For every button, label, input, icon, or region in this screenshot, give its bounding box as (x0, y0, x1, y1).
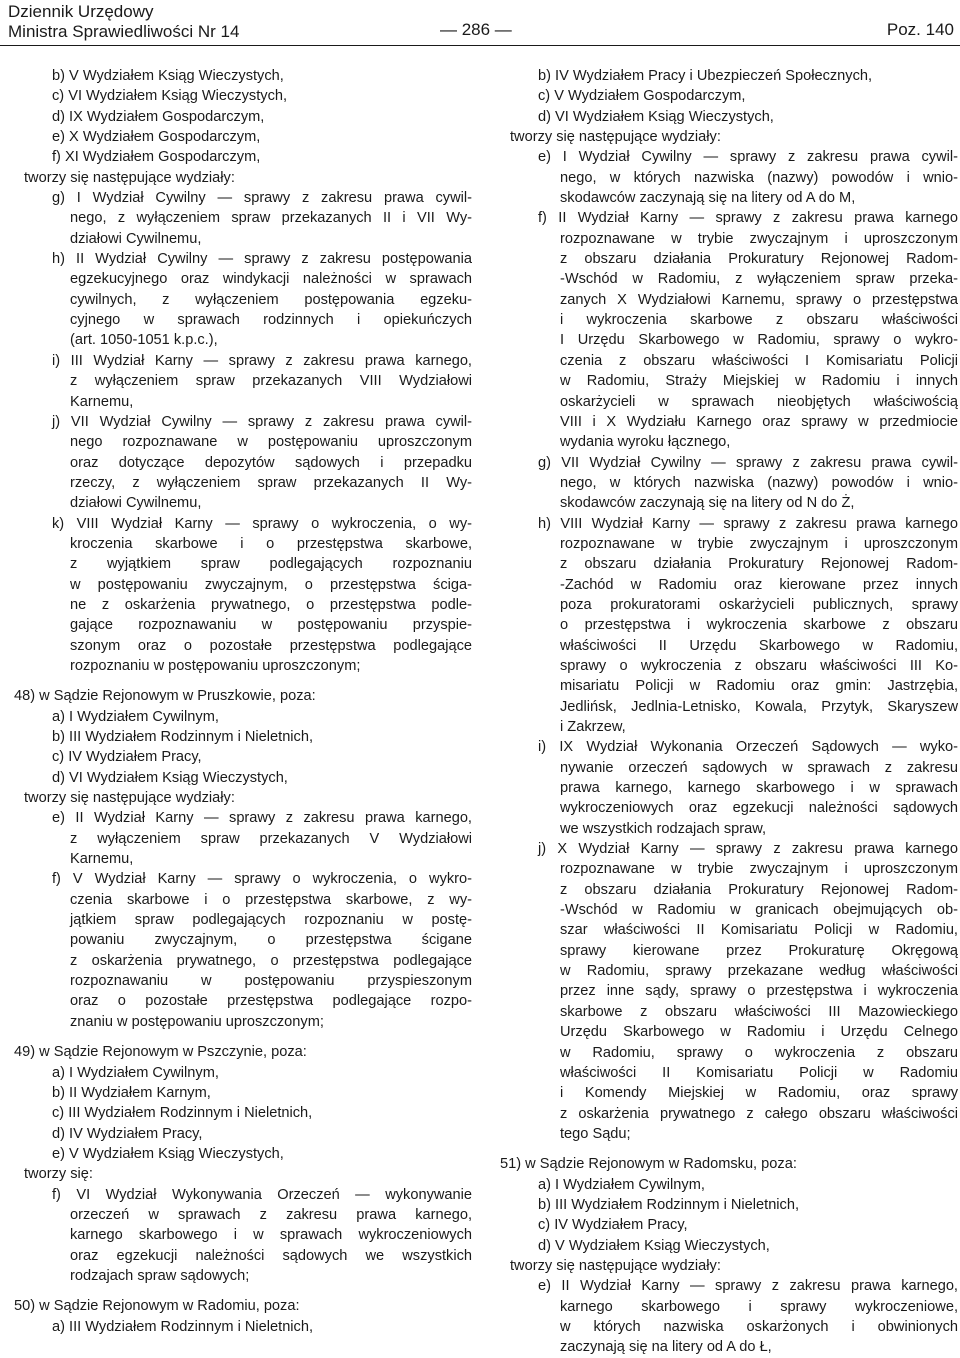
text-line: j) X Wydział Karny — sprawy z zakresu prawa karnego (538, 841, 958, 858)
text-line: czenia skarbowe i o przestępstwa skarbowe, z wy- (70, 891, 472, 908)
text-line: czenia z obszaru właściwości I Komisariatu Policji (560, 352, 958, 369)
text-line: w postępowaniu zwyczajnym, o przestępstwa ściga- (70, 576, 472, 593)
text-line: c) VI Wydziałem Ksiąg Wieczystych, (52, 88, 288, 105)
text-line: sprawy kierowane przez Prokuraturę Okręgową (560, 942, 958, 959)
text-line: i Zakrzew, (560, 719, 626, 735)
page-number: — 286 — (440, 20, 512, 39)
text-line: c) IV Wydziałem Pracy, (538, 1217, 688, 1234)
text-line: b) V Wydziałem Ksiąg Wieczystych, (52, 68, 284, 84)
text-line: tworzy się następujące wydziały: (510, 129, 721, 146)
text-line: poza prokuratorami oskarżycieli publicznych, sprawy (560, 596, 958, 613)
text-line: tworzy się następujące wydziały: (24, 169, 235, 186)
text-line: zaczynają się na litery od A do Ł, (560, 1339, 772, 1356)
text-line: rozpoznawaniu w postępowaniu przyspieszonym (70, 973, 472, 990)
text-line: kroczenia skarbowe i o przestępstwa skarbowe, (70, 535, 472, 552)
header-divider (0, 45, 960, 46)
text-line: tego Sądu; (560, 1125, 631, 1142)
text-line: karnego skarbowego i sprawy wykroczeniowe, (560, 1298, 958, 1315)
text-line: oraz egzekucji należności sądowych we wszystkich (70, 1247, 472, 1264)
text-line: a) I Wydziałem Cywilnym, (52, 708, 219, 725)
text-line: a) I Wydziałem Cywilnym, (52, 1064, 219, 1081)
text-line: z wyłączeniem spraw przekazanych VIII Wydziałowi (70, 373, 472, 390)
text-line: -Wschód w Radomiu, z wyłączeniem spraw przeka- (560, 271, 958, 288)
text-line: Jedlińsk, Jedlnia-Letnisko, Kowala, Przytyk, Skaryszew (560, 698, 958, 715)
text-line: misariatu Policji w Radomiu oraz gmin: Jastrzębia, (560, 678, 958, 695)
text-line: a) III Wydziałem Rodzinnym i Nieletnich, (52, 1318, 314, 1335)
text-line: zanych X Wydziałowi Karnemu, sprawy o przestępstwa (560, 291, 958, 308)
text-line: d) IV Wydziałem Pracy, (52, 1125, 203, 1142)
position-number: Poz. 140 (886, 20, 954, 39)
text-line: orzeczeń w sprawach z zakresu prawa karnego, (70, 1206, 472, 1223)
text-line: skodawców zaczynają się na litery od N do Ż, (560, 495, 855, 512)
text-line: oraz dotyczące depozytów sądowych i przepadku (70, 454, 472, 471)
text-line: f) VI Wydział Wykonywania Orzeczeń — wykonywanie (52, 1186, 472, 1203)
text-line: b) III Wydziałem Rodzinnym i Nieletnich, (538, 1196, 800, 1213)
text-line: z wyłączeniem spraw przekazanych V Wydziałowi (70, 830, 472, 847)
text-line: Urzędu Skarbowego w Radomiu i Urzędu Celnego (560, 1024, 958, 1041)
text-line: rozpoznawane w trybie zwyczajnym i uproszczonym (560, 230, 958, 247)
text-line: f) II Wydział Karny — sprawy z zakresu prawa karnego (538, 210, 958, 227)
text-line: skarbowe z obszaru właściwości III Mazowieckiego (560, 1003, 958, 1020)
text-line: e) II Wydział Karny — sprawy z zakresu prawa karnego, (52, 810, 472, 827)
text-line: z oskarżenia prywatnego z całego obszaru właściwości (560, 1105, 958, 1122)
text-line: g) I Wydział Cywilny — sprawy z zakresu prawa cywil- (52, 190, 472, 207)
text-line: d) VI Wydziałem Ksiąg Wieczystych, (538, 108, 774, 125)
text-line: działowi Cywilnemu, (70, 230, 202, 247)
text-line: Karnemu, (70, 851, 134, 868)
text-line: z wyjątkiem spraw podlegających rozpoznaniu (70, 556, 472, 573)
text-line: f) V Wydział Karny — sprawy o wykroczenia, o wykro- (52, 871, 472, 888)
text-line: e) I Wydział Cywilny — sprawy z zakresu prawa cywil- (538, 149, 958, 166)
text-line: szonym oraz o pozostałe przestępstwa podlegające (70, 637, 472, 654)
text-line: tworzy się: (24, 1166, 93, 1183)
text-line: cywilnych, z wyłączeniem postępowania egzeku- (70, 291, 472, 308)
text-line: h) VIII Wydział Karny — sprawy z zakresu prawa karnego (538, 515, 958, 532)
text-line: nywanie orzeczeń sądowych w sprawach z zakresu (560, 759, 958, 776)
text-line: k) VIII Wydział Karny — sprawy o wykroczenia, o wy- (52, 515, 472, 532)
text-line: c) V Wydziałem Gospodarczym, (538, 88, 746, 105)
text-line: o przestępstwa i wykroczenia skarbowe z obszaru (560, 617, 958, 634)
text-line: 49) w Sądzie Rejonowym w Pszczynie, poza: (14, 1044, 307, 1061)
text-line: nego rozpoznawane w postępowaniu uproszczonym (70, 434, 472, 451)
text-line: g) VII Wydział Cywilny — sprawy z zakresu prawa cywil- (538, 454, 958, 471)
text-line: w których nazwiska oskarżonych i obwinionych (560, 1318, 958, 1335)
text-line: w Radomiu, Straży Miejskiej w Radomiu i innych (560, 373, 958, 390)
text-line: e) X Wydziałem Gospodarczym, (52, 129, 261, 146)
text-line: h) II Wydział Cywilny — sprawy z zakresu postępowania (52, 251, 472, 268)
header-publication (8, 2, 239, 42)
text-line: i) IX Wydział Wykonania Orzeczeń Sądowych — wyko- (538, 739, 958, 756)
paragraph-gap (500, 1144, 958, 1154)
paragraph-gap (14, 1032, 472, 1042)
text-line: z obszaru działania Prokuratury Rejonowej Radom- (560, 556, 958, 573)
text-line: we wszystkich rodzajach spraw, (560, 820, 767, 837)
text-line: egzekucyjnego oraz windykacji należności w sprawach (70, 271, 472, 288)
text-line: e) V Wydziałem Ksiąg Wieczystych, (52, 1145, 284, 1162)
text-line: d) V Wydziałem Ksiąg Wieczystych, (538, 1237, 770, 1254)
text-line: c) IV Wydziałem Pracy, (52, 749, 202, 766)
text-line: ne z oskarżenia prywatnego, o przestępstwa podle- (70, 596, 472, 613)
text-line: -Zachód w Radomiu oraz kierowane przez innych (560, 576, 958, 593)
text-line: w Radomiu, sprawy o wykroczenia z obszaru (560, 1044, 958, 1061)
text-line: i wykroczenia skarbowe z obszaru właściwości (560, 312, 958, 329)
text-line: b) II Wydziałem Karnym, (52, 1084, 211, 1101)
text-line: w Radomiu, sprawy przekazane według właściwości (560, 963, 958, 980)
text-line: właściwości II Komisariatu Policji w Radomiu (560, 1064, 958, 1081)
text-line: d) IX Wydziałem Gospodarczym, (52, 108, 265, 125)
text-line: e) II Wydział Karny — sprawy z zakresu prawa karnego, (538, 1278, 958, 1295)
text-line: gające rozpoznawaniu w postępowaniu przyspie- (70, 617, 472, 634)
text-line: przez inne sądy, sprawy o przestępstwa i wykroczenia (560, 983, 958, 1000)
text-line: z obszaru działania Prokuratury Rejonowej Radom- (560, 251, 958, 268)
text-line: Karnemu, (70, 393, 134, 410)
left-text-column (14, 66, 472, 1337)
right-text-column (500, 66, 958, 1358)
text-line: (art. 1050-1051 k.p.c.), (70, 332, 218, 349)
text-line: właściwości II Urzędu Skarbowego w Radomiu, (560, 637, 958, 654)
text-line: tworzy się następujące wydziały: (510, 1257, 721, 1274)
text-line: wydania wyroku łącznego, (560, 434, 731, 451)
text-line: z obszaru działania Prokuratury Rejonowej Radom- (560, 881, 958, 898)
text-line: karnego skarbowego i w sprawach wykroczeniowych (70, 1227, 472, 1244)
text-line: f) XI Wydziałem Gospodarczym, (52, 149, 261, 166)
text-line: z oskarżenia prywatnego, o przestępstwa podlegające (70, 952, 472, 969)
text-line: rozpoznaniu w postępowaniu uproszczonym; (70, 657, 361, 674)
text-line: znaniu w postępowaniu uproszczonym; (70, 1013, 324, 1030)
text-line: b) III Wydziałem Rodzinnym i Nieletnich, (52, 729, 314, 745)
text-line: prawa karnego, karnego skarbowego i w sprawach (560, 780, 958, 797)
text-line: sprawy o wykroczenia z obszaru właściwości III Ko- (560, 657, 958, 674)
text-line: nego, w których nazwiska (nazwy) powodów i wnio- (560, 169, 958, 186)
text-line: i Komendy Miejskiej w Radomiu, oraz sprawy (560, 1085, 958, 1102)
paragraph-gap (14, 676, 472, 686)
text-line: rodzajach spraw sądowych; (70, 1267, 250, 1284)
text-line: skodawców zaczynają się na litery od A do M, (560, 190, 856, 207)
text-line: nego, z wyłączeniem spraw przekazanych II i VII Wy- (70, 210, 472, 227)
text-line: I Urzędu Skarbowego w Radomiu, sprawy o wykro- (560, 332, 958, 349)
text-line: tworzy się następujące wydziały: (24, 790, 235, 807)
text-line: i) III Wydział Karny — sprawy z zakresu prawa karnego, (52, 352, 472, 369)
text-line: a) I Wydziałem Cywilnym, (538, 1176, 705, 1193)
text-line: b) IV Wydziałem Pracy i Ubezpieczeń Społecznych, (538, 68, 873, 84)
paragraph-gap (14, 1286, 472, 1296)
text-line: szar właściwości II Komisariatu Policji w Radomiu, (560, 922, 958, 939)
text-line: j) VII Wydział Cywilny — sprawy z zakresu prawa cywil- (52, 413, 472, 430)
text-line: 51) w Sądzie Rejonowym w Radomsku, poza: (500, 1156, 797, 1173)
text-line: cyjnego w sprawach rodzinnych i opiekuńczych (70, 312, 472, 329)
text-line: 50) w Sądzie Rejonowym w Radomiu, poza: (14, 1298, 300, 1315)
text-line: jątkiem spraw podlegających rozpoznaniu w postę- (70, 912, 472, 929)
ministry-issue: Ministra Sprawiedliwości Nr 14 (8, 22, 240, 41)
text-line: d) VI Wydziałem Ksiąg Wieczystych, (52, 769, 288, 786)
text-line: wykroczeniowych oraz egzekucji należności sądowych (560, 800, 958, 817)
text-line: działowi Cywilnemu, (70, 495, 202, 512)
page-header (0, 0, 960, 46)
journal-title: Dziennik Urzędowy (8, 2, 154, 21)
text-line: rozpoznawane w trybie zwyczajnym i uproszczonym (560, 861, 958, 878)
text-line: nego, w których nazwiska (nazwy) powodów i wnio- (560, 474, 958, 491)
text-line: 48) w Sądzie Rejonowym w Pruszkowie, poza: (14, 688, 316, 705)
text-line: VIII i X Wydziału Karnego oraz sprawy w przedmiocie (560, 413, 958, 430)
text-line: c) III Wydziałem Rodzinnym i Nieletnich, (52, 1105, 313, 1122)
text-line: rozpoznawane w trybie zwyczajnym i uproszczonym (560, 535, 958, 552)
text-line: -Wschód w Radomiu w granicach obejmujących ob- (560, 902, 958, 919)
text-line: powaniu zwyczajnym, o przestępstwa ścigane (70, 932, 472, 949)
text-line: oraz o pozostałe przestępstwa podlegające rozpo- (70, 993, 472, 1010)
text-line: oskarżycieli w sprawach nieobjętych właściwością (560, 393, 958, 410)
text-line: rzeczy, z wyłączeniem spraw przekazanych II Wy- (70, 474, 472, 491)
